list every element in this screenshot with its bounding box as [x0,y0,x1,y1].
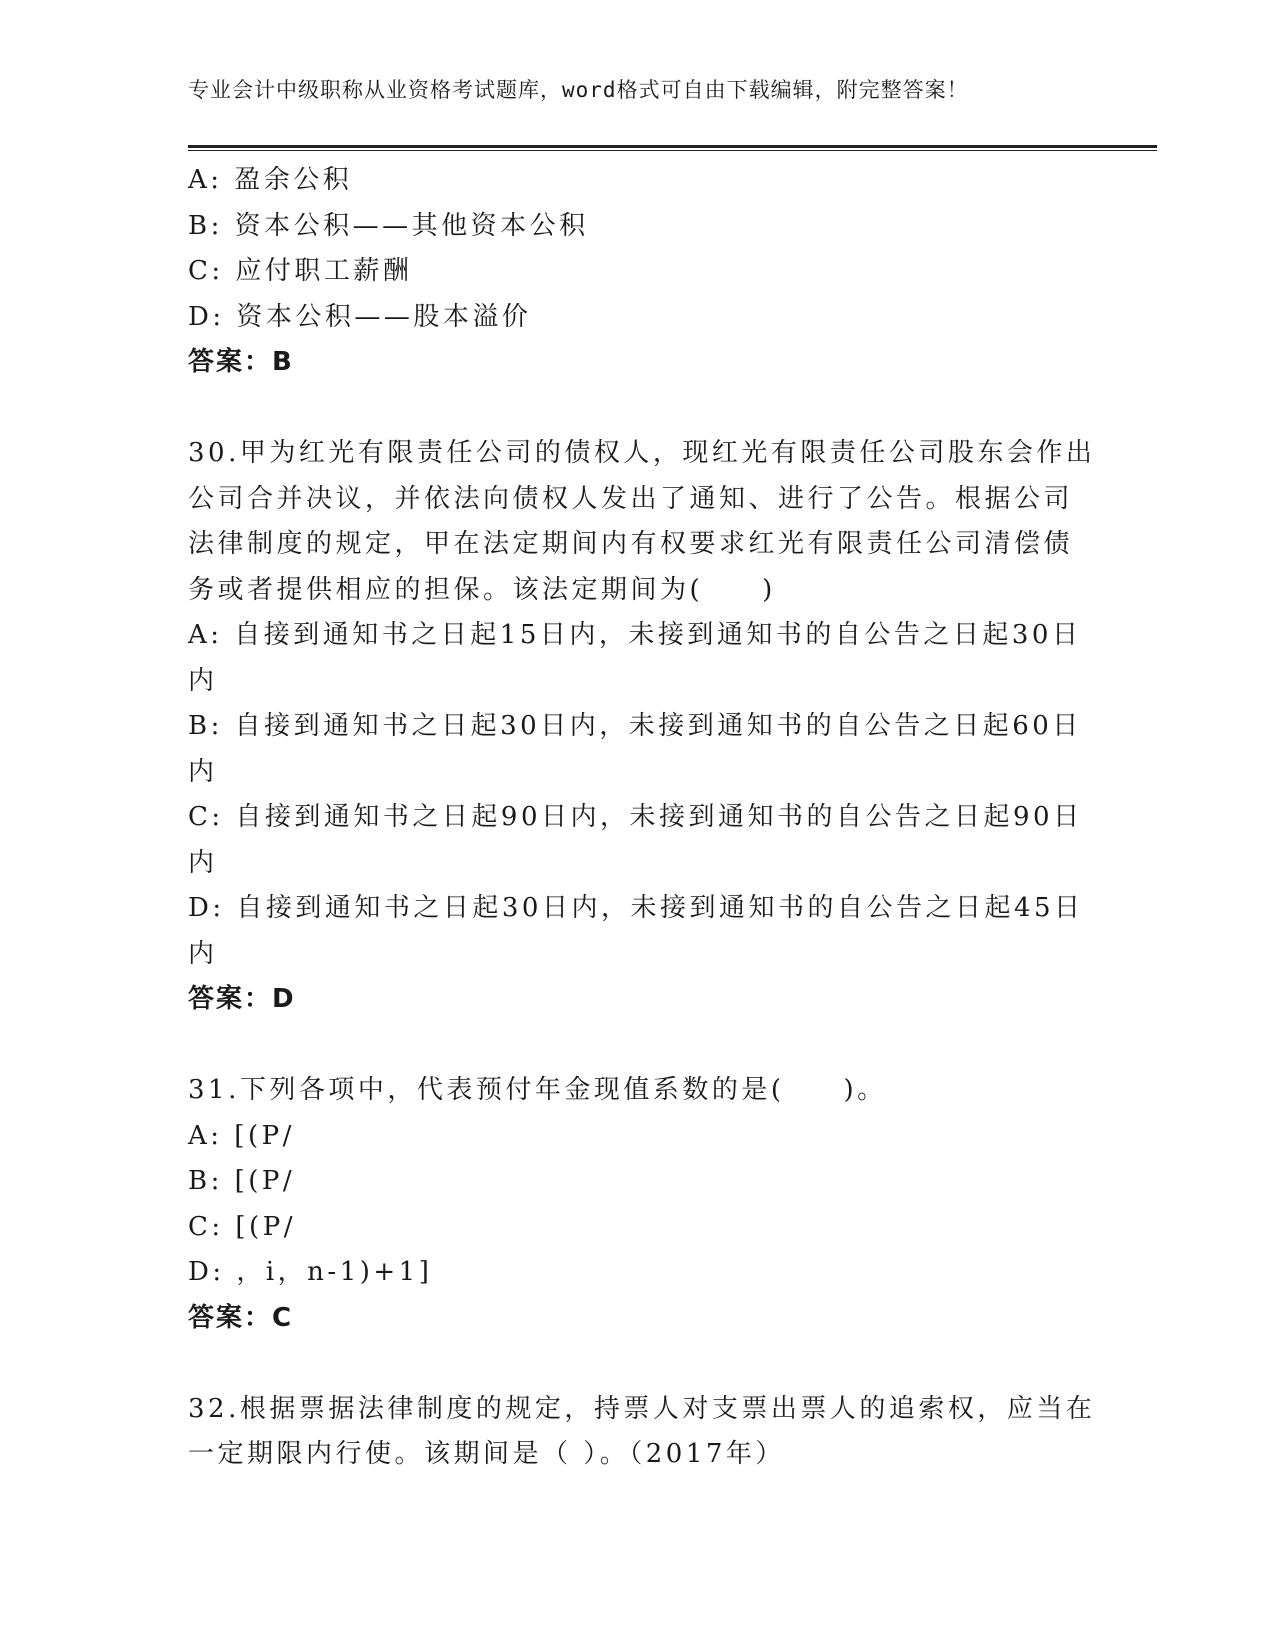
option-d: D: 自接到通知书之日起30日内，未接到通知书的自公告之日起45日 [188,893,1084,923]
answer: 答案：C [188,1302,294,1333]
option-c: C: 自接到通知书之日起90日内，未接到通知书的自公告之日起90日 [188,802,1083,832]
option-c: C: [(P/ [188,1211,296,1242]
option-a: A: [(P/ [188,1120,295,1151]
question-stem-line: 一定期限内行使。该期间是（ ）。（2017年） [188,1439,785,1469]
question-31 [188,1068,1088,1341]
question-stem-line: 务或者提供相应的担保。该法定期间为( ) [188,574,776,605]
question-stem-line: 法律制度的规定，甲在法定期间内有权要求红光有限责任公司清偿债 [188,529,1074,559]
option-b: B: 自接到通知书之日起30日内，未接到通知书的自公告之日起60日 [188,711,1082,741]
option-b-cont: 内 [188,756,218,787]
answer: 答案：D [188,984,296,1014]
question-29 [188,158,1088,386]
question-30 [188,431,1096,1023]
document-body [188,158,1096,1478]
option-c-cont: 内 [188,847,218,878]
option-d-cont: 内 [188,938,218,969]
option-d: D: 资本公积——股本溢价 [188,301,532,332]
header-divider-thick [188,145,1157,148]
question-stem-line: 公司合并决议，并依法向债权人发出了通知、进行了公告。根据公司 [188,483,1074,514]
option-a: A: 自接到通知书之日起15日内，未接到通知书的自公告之日起30日 [188,620,1082,650]
question-stem-line: 30.甲为红光有限责任公司的债权人，现红光有限责任公司股东会作出 [188,438,1096,468]
question-stem: 31.下列各项中，代表预付年金现值系数的是( )。 [188,1075,887,1105]
question-stem-line: 32.根据票据法律制度的规定，持票人对支票出票人的追索权，应当在 [188,1393,1096,1424]
option-a-cont: 内 [188,665,218,696]
option-c: C: 应付职工薪酬 [188,256,413,286]
question-32 [188,1387,1096,1478]
answer: 答案：B [188,347,294,377]
option-d: D: ，i，n-1)+1] [188,1257,433,1287]
option-a: A: 盈余公积 [188,165,353,195]
option-b: B: [(P/ [188,1166,296,1196]
option-b: B: 资本公积——其他资本公积 [188,210,589,241]
page-header: 专业会计中级职称从业资格考试题库，word格式可自由下载编辑，附完整答案！ [188,78,969,102]
header-divider-thin [188,150,1157,151]
